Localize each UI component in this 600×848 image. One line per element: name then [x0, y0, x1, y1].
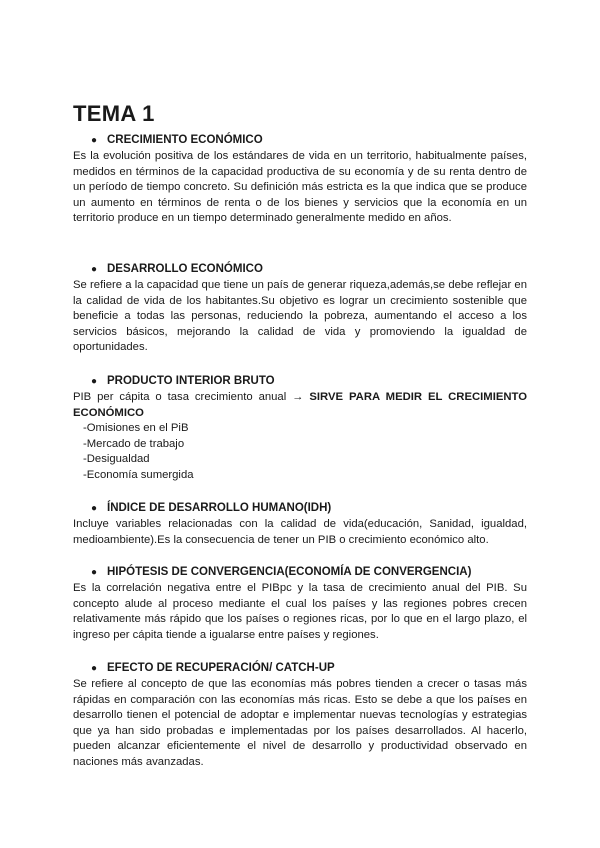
section-body: Se refiere al concepto de que las economías más pobres tienden a crecer o tasas más rápidas en comparación con las economías más ricas. Esto se debe a que los países en desarrollo tienen el potencial de adoptar e implementar nuevas tecnologías y estrategias que ya han sido probadas e implementadas por los países desarrollados. Al hacerlo, pueden alcanzar eficientemente el nivel de desarrollo y productividad observado en naciones más avanzadas.: [73, 678, 527, 768]
list-item: -Mercado de trabajo: [83, 437, 185, 450]
section-heading: ● PRODUCTO INTERIOR BRUTO: [91, 375, 275, 387]
section-heading: ● ÍNDICE DE DESARROLLO HUMANO(IDH): [91, 502, 332, 514]
section-heading: ● HIPÓTESIS DE CONVERGENCIA(ECONOMÍA DE CONVERGENCIA): [91, 566, 472, 578]
list-item: -Omisiones en el PiB: [83, 422, 189, 434]
emphasis-text: SIRVE PARA MEDIR EL CRECIMIENTO ECONÓMICO: [73, 391, 528, 419]
section-heading: ● CRECIMIENTO ECONÓMICO: [91, 134, 263, 146]
section-crecimiento: [73, 133, 527, 227]
section-heading: ● DESARROLLO ECONÓMICO: [91, 263, 263, 275]
section-body: PIB per cápita o tasa crecimiento anual → SIRVE PARA MEDIR EL CRECIMIENTO ECONÓMICO: [73, 391, 528, 419]
bullet-icon: ●: [91, 567, 98, 578]
section-catch-up: [73, 661, 527, 770]
omissions-list: [73, 421, 527, 483]
section-body: Es la correlación negativa entre el PIBpc y la tasa de crecimiento anual del PIB. Su concepto alude al proceso mediante el cual los países y las regiones pobres crecen relativamente más rápido que los países o regiones ricas, por lo que en el largo plazo, el ingreso per cápita tiende a igualarse entre países y regiones.: [73, 582, 527, 641]
bullet-icon: ●: [91, 503, 98, 514]
list-item: -Economía sumergida: [83, 468, 194, 481]
bullet-icon: ●: [91, 663, 98, 674]
bullet-icon: ●: [91, 264, 98, 275]
page-title: TEMA 1: [73, 101, 155, 126]
section-body: Se refiere a la capacidad que tiene un país de generar riqueza,además,se debe reflejar en la calidad de vida de los habitantes.Su objetivo es lograr un crecimiento sostenible que beneficie a todas las personas, reduciendo la pobreza, aumentando el acceso a los servicios básicos, mejorando la calidad de vida y promoviendo la igualdad de oportunidades.: [73, 279, 527, 353]
section-heading: ● EFECTO DE RECUPERACIÓN/ CATCH-UP: [91, 662, 335, 674]
bullet-icon: ●: [91, 135, 98, 146]
list-item: -Desigualdad: [83, 453, 150, 465]
section-body: Es la evolución positiva de los estándares de vida en un territorio, habitualmente países, medidos en términos de la capacidad productiva de su economía y de su renta dentro de un período de tiempo concreto. Su definición más estricta es la que indica que se produce un aumento en términos de renta o de los bienes y servicios que la economía en un territorio produce en un tiempo determinado generalmente medido en años.: [73, 150, 527, 224]
section-desarrollo: [73, 262, 527, 356]
bullet-icon: ●: [91, 376, 98, 387]
section-idh: [73, 501, 527, 548]
section-convergencia: [73, 565, 527, 643]
section-body: Incluye variables relacionadas con la calidad de vida(educación, Sanidad, igualdad, medioambiente).Es la consecuencia de tener un PIB o crecimiento económico alto.: [73, 518, 527, 546]
section-pib: [73, 374, 527, 483]
